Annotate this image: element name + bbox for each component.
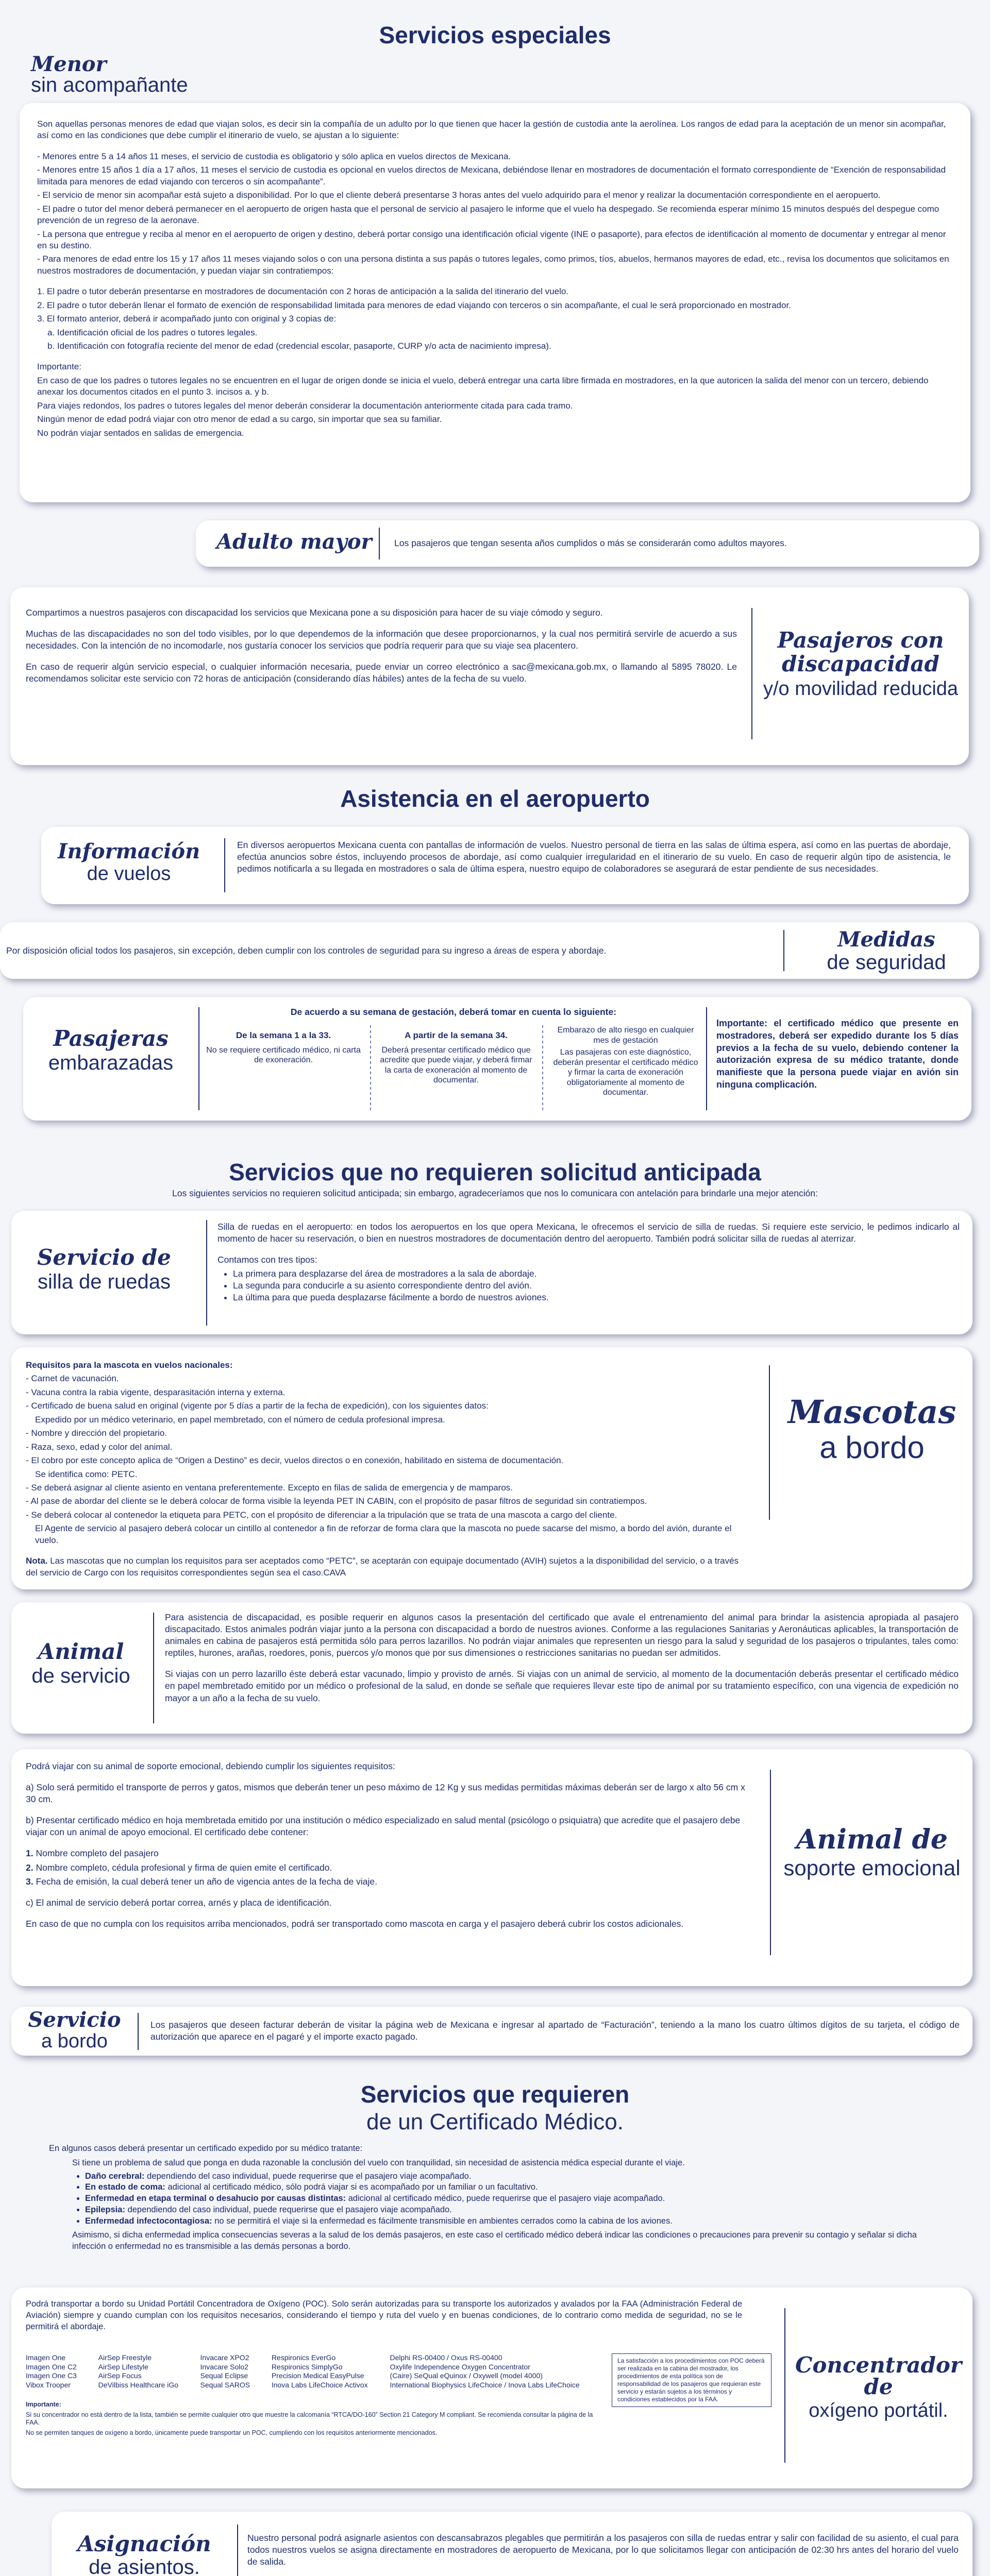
minor-rule: - El servicio de menor sin acompañar está sujeto a disponibilidad. Por lo que el cliente deberá presentarse 3 horas antes del vuelo adquirido para el menor y realizar la documentación correspondiente en el aeropuerto.: [37, 190, 881, 200]
pets-item: - Raza, sexo, edad y color del animal.: [26, 1442, 173, 1452]
oxygen-model: Imagen One C2: [26, 2362, 77, 2371]
security-label-script: Medidas: [837, 927, 935, 952]
pregnant-col-head: A partir de la semana 34.: [405, 1030, 508, 1040]
wheelchair-type: • La última para que pueda desplazarse fácilmente a bordo de nuestros aviones.: [233, 1292, 960, 1303]
cert-item-bold: Epilepsia:: [85, 2205, 125, 2214]
service-animal-text: Para asistencia de discapacidad, es posible requerir en algunos casos la presentación del certificado que avale el entrenamiento del animal para brindar la asistencia apropiada al pasajero discapacitado. Estos animales podrán viajar junto a la persona con discapacidad a bordo de nuestros aviones. Conforme a las regulaciones Sanitarias y Aeronáuticas aplicables, la transportación de animales en cabina de pasajeros está permitida sólo para perros lazarillos. No podrán viajar animales que representen un riesgo para la salud y seguridad de los pasajeros o tripulantes, tales como: reptiles, hurones, arañas, roedores, ponis, puercos y/o monos que por sus dimensiones o restricciones sanitarias no puedan ser admitidos.: [165, 1612, 959, 1658]
minor-intro: Son aquellas personas menores de edad que viajan solos, es decir sin la compañía de un adulto por lo que tienen que hacer la gestión de custodia ante la aerolínea. Los rangos de edad para la aceptación de un menor sin acompañar, así como en las condiciones que debe cumplir el itinerario de vuelo, se ajustan a lo siguiente:: [37, 119, 946, 141]
oxygen-model: Vibox Trooper: [26, 2380, 71, 2389]
pets-note-text: Las mascotas que no cumplan los requisitos para ser aceptados como “PETC”, se aceptarán con equipaje documentado (AVIH) sujetos a la disponibilidad del servicio, o a través del servicio de Cargo con los requisitos correspondientes según sea el caso.CAVA: [26, 1556, 739, 1578]
emotional-item: [26, 1848, 758, 1859]
security-label: [804, 929, 969, 973]
minor-important-label: Importante:: [37, 362, 81, 372]
no-request-intro: Los siguientes servicios no requieren solicitud anticipada; sin embargo, agradeceríamos que nos lo comunicara con antelación para brindarle una mejor atención:: [172, 1188, 818, 1198]
emotional-c: c) El animal de servicio deberá portar correa, arnés y placa de identificación.: [26, 1897, 332, 1908]
emotional-item: [26, 1876, 758, 1888]
pregnant-col: [379, 1030, 533, 1086]
minor-label: [31, 54, 188, 95]
cert-item: [85, 2205, 925, 2216]
flight-info-text: En diversos aeropuertos Mexicana cuenta con pantallas de información de vuelos. Nuestro personal de tierra en las salas de última espera, así como en las puertas de abordaje, efectúa anuncios sobre éstos, incluyendo procesos de abordaje, así como cualquier irregularidad en el itinerario de su vuelo. En caso de requerir algún tipo de asistencia, le pedimos notificarla a su llegada en mostradores o sala de última espera, nuestro equipo de colaboradores se asegurará de estar pendiente de sus necesidades.: [237, 840, 951, 874]
wheelchair-label: [16, 1247, 192, 1292]
oxygen-model: Imagen One: [26, 2353, 66, 2362]
pets-item: Se identifica como: PETC.: [35, 1469, 138, 1479]
pets-content: [26, 1360, 752, 1581]
oxygen-important-label: Importante:: [26, 2401, 61, 2408]
security-text: Por disposición oficial todos los pasajeros, sin excepción, deben cumplir con los controles de seguridad para su ingreso a áreas de espera y abordaje.: [6, 945, 607, 956]
airport-title: Asistencia en el aeropuerto: [340, 785, 650, 812]
cert-item-bold: Daño cerebral:: [85, 2171, 145, 2181]
seats-text: Nuestro personal podrá asignarle asientos con descansabrazos plegables que permitirán a los pasajeros con silla de ruedas entrar y salir con facilidad de su asiento, el cual para todos nuestros vuelos se asigna directamente en mostradores de aeropuerto de Mexicana, por lo que solicitamos llegar con anticipación de 02:30 hrs antes del horario del vuelo de salida.: [247, 2533, 959, 2567]
pregnant-col-head: Embarazo de alto riesgo en cualquier mes de gestación: [557, 1026, 694, 1045]
wheelchair-card: [11, 1211, 972, 1334]
pets-item: - El cobro por este concepto aplica de “Origen a Destino” es decir, vuelos directos o en conexión, habilitado en sistema de documentación.: [26, 1455, 564, 1466]
cert-intro: En algunos casos deberá presentar un certificado expedido por su médico tratante:: [49, 2144, 363, 2153]
cert-item-text: dependiendo del caso individual, puede requerirse que el pasajero viaje acompañado.: [144, 2171, 472, 2181]
cert-item: [85, 2182, 925, 2193]
service-animal-label-sub: de servicio: [31, 1665, 130, 1687]
disability-label: [758, 629, 964, 699]
pregnant-col: [550, 1025, 701, 1098]
dashed-divider: [370, 1025, 371, 1110]
onboard-service-text: Los pasajeros que deseen facturar deberán de visitar la página web de Mexicana e ingresar al apartado de “Facturación”, teniendo a la mano los cuatro últimos dígitos de su tarjeta, el código de autorización que aparece en el pagaré y el importe exacto pagado.: [150, 2020, 960, 2042]
minor-rule: - La persona que entregue y reciba al menor en el aeropuerto de origen y destino, deberá portar consigo una identificación oficial vigente (INE o pasaporte), para efectos de identificación al momento de documentar y entregar al menor en su destino.: [37, 229, 946, 250]
pregnant-columns: [206, 1025, 701, 1110]
oxygen-box: La satisfacción a los procedimientos con POC deberá ser realizada en la cabina del mostrador, los procedimientos de esta política son de responsabilidad de los pasajeros que requieran este servicio y estarán sujetos a los términos y condiciones establecidos por la FAA.: [612, 2353, 771, 2407]
wheelchair-label-sub: silla de ruedas: [38, 1270, 171, 1293]
disability-label-script: Pasajeros con discapacidad: [777, 628, 944, 677]
pets-item: El Agente de servicio al pasajero deberá colocar un cintillo al contenedor a fin de reforzar de forma clara que la mascota no puede sacarse del mismo, a bordo del avión, durante el vuelo.: [35, 1523, 732, 1545]
emotional-item-num: 1.: [26, 1848, 33, 1859]
oxygen-model: AirSep Lifestyle: [98, 2362, 148, 2371]
cert-item-bold: Enfermedad infectocontagiosa:: [85, 2216, 212, 2226]
divider: [770, 1770, 771, 1955]
wheelchair-content: [217, 1221, 960, 1304]
cert-title: Servicios que requieren: [360, 2081, 630, 2108]
pets-item: - Nombre y dirección del propietario.: [26, 1428, 167, 1438]
oxygen-model-row: [26, 2371, 603, 2381]
oxygen-important-text: No se permiten tanques de oxígeno a bordo, únicamente puede transportar un POC, cumpliendo con los requisitos anteriormente mencionados.: [26, 2429, 438, 2436]
cert-item-bold: En estado de coma:: [85, 2182, 165, 2192]
wheelchair-types-intro: Contamos con tres tipos:: [217, 1255, 317, 1265]
senior-text: Los pasajeros que tengan sesenta años cumplidos o más se considerarán como adultos mayores.: [394, 538, 787, 548]
flight-info-label: [52, 841, 206, 884]
special-services-title: Servicios especiales: [379, 22, 611, 48]
emotional-item: [26, 1862, 758, 1874]
pregnant-label: [28, 1028, 193, 1073]
disability-text: En caso de requerir algún servicio especial, o cualquier información necesaria, puede enviar un correo electrónico a sac@mexicana.gob.mx, o llamando al 5895 78020. Le recomendamos solicitar este servicio con 72 horas de anticipación (considerando días hábiles) antes de la fecha de su vuelo.: [26, 662, 737, 684]
emotional-d: En caso de que no cumpla con los requisitos arriba mencionados, podrá ser transportado como mascota en carga y el pasajero deberá cubrir los costos adicionales.: [26, 1918, 684, 1929]
oxygen-model: DeVilbiss Healthcare iGo: [98, 2380, 179, 2389]
oxygen-label-sub: oxígeno portátil.: [809, 2400, 948, 2421]
emotional-item-num: 3.: [26, 1876, 33, 1887]
disability-label-sub: y/o movilidad reducida: [763, 678, 959, 700]
oxygen-card: [11, 2287, 972, 2488]
wheelchair-type: • La primera para desplazarse del área de mostradores a la sala de abordaje.: [233, 1268, 960, 1280]
senior-label: Adulto mayor: [216, 530, 372, 554]
minor-important: En caso de que los padres o tutores legales no se encuentren en el lugar de origen donde se inicia el vuelo, deberá entregar una carta libre firmada en mostradores, en la que autoricen la salida del menor con un tercero, debiendo anexar los documentos citados en el punto 3. incisos a. y b.: [37, 375, 929, 397]
seats-label-sub: de asientos.: [89, 2556, 200, 2576]
security-card: [0, 922, 979, 979]
divider: [198, 1007, 199, 1110]
wheelchair-type: • La segunda para conducirle a su asiento correspondiente dentro del avión.: [233, 1280, 960, 1292]
cert-item: [85, 2193, 925, 2205]
pregnant-card: [23, 997, 971, 1121]
divider: [751, 608, 752, 739]
pets-item: - Se deberá colocar al contenedor la etiqueta para PETC, con el propósito de diferenciar a la tripulación que se trata de una mascota a cargo del cliente.: [26, 1510, 617, 1520]
oxygen-model-row: [26, 2363, 603, 2372]
emotional-content: [26, 1760, 758, 1932]
pets-head: Requisitos para la mascota en vuelos nacionales:: [26, 1360, 233, 1370]
minor-step: 2. El padre o tutor deberán llenar el formato de exención de responsabilidad limitada para menores de edad viajando con terceros o sin acompañante, el cual le será proporcionado en mostrador.: [37, 300, 791, 310]
emotional-label: [774, 1826, 970, 1879]
seats-label-script: Asignación: [77, 2531, 211, 2556]
oxygen-models: [26, 2353, 603, 2389]
service-animal-label: [19, 1641, 143, 1686]
pets-item: - Vacuna contra la rabia vigente, desparasitación interna y externa.: [26, 1387, 286, 1397]
emotional-item-text: Nombre completo del pasajero: [33, 1848, 159, 1859]
pets-item: - Certificado de buena salud en original (vigente por 5 días a partir de la fecha de expedición), con los siguientes datos:: [26, 1401, 489, 1411]
oxygen-model: Invacare Solo2: [200, 2362, 248, 2371]
divider: [783, 930, 784, 971]
oxygen-model: Inova Labs LifeChoice Activox: [271, 2380, 368, 2389]
pregnant-header: De acuerdo a su semana de gestación, deberá tomar en cuenta lo siguiente:: [290, 1007, 617, 1017]
cert-item: [85, 2171, 925, 2182]
pregnant-col-body: No se requiere certificado médico, ni carta de exoneración.: [206, 1045, 361, 1065]
minor-rule: - El padre o tutor del menor deberá permanecer en el aeropuerto de origen hasta que el personal de servicio al pasajero le informe que el vuelo ha despegado. Se recomienda esperar mínimo 15 minutos después del despegue como prevención de un regreso de la aeronave.: [37, 204, 939, 226]
pregnant-col-body: Las pasajeras con este diagnóstico, deberán presentar el certificado médico y firmar la carta de exoneración obligatoriamente al momento de documentar.: [553, 1048, 698, 1097]
minor-rule: - Menores entre 5 a 14 años 11 meses, el servicio de custodia es obligatorio y sólo aplica en vuelos directos de Mexicana.: [37, 151, 511, 161]
minor-card: [20, 103, 970, 502]
oxygen-text: Podrá transportar a bordo su Unidad Portátil Concentradora de Oxígeno (POC). Solo serán autorizadas para su transporte los autorizados y avalados por la FAA (Administración Federal de Aviación) siempre y cuando cumplan con los requisitos necesarios, considerando el tiempo y ruta del vuelo y en buenas condiciones, de lo contrario como medida de seguridad, no se le permitirá el abordaje.: [26, 2299, 742, 2331]
minor-content: [37, 118, 953, 441]
onboard-service-label: [19, 2010, 130, 2051]
seats-label: [62, 2533, 227, 2576]
divider: [206, 1220, 207, 1326]
oxygen-model: Sequal SAROS: [200, 2380, 250, 2389]
pets-label: [779, 1393, 965, 1465]
emotional-intro: Podrá viajar con su animal de soporte emocional, debiendo cumplir los siguientes requisitos:: [26, 1761, 395, 1771]
pregnant-label-script: Pasajeras: [53, 1026, 169, 1051]
onboard-service-label-script: Servicio: [28, 2008, 121, 2032]
pregnant-col: [206, 1030, 361, 1065]
pets-item: - Al pase de abordar del cliente se le deberá colocar de forma visible la leyenda PET IN CABIN, con el propósito de pasar filtros de seguridad sin contratiempos.: [26, 1496, 647, 1506]
oxygen-model: Delphi RS-00400 / Oxus RS-00400: [390, 2353, 502, 2362]
pregnant-label-sub: embarazadas: [48, 1052, 174, 1074]
oxygen-model: Invacare XPO2: [200, 2353, 249, 2362]
oxygen-model: Imagen One C3: [26, 2371, 77, 2380]
disability-card: [10, 587, 969, 765]
service-animal-card: [11, 1602, 972, 1734]
pets-item: - Carnet de vacunación.: [26, 1374, 119, 1384]
emotional-label-script: Animal de: [796, 1824, 948, 1855]
pregnant-col-head: De la semana 1 a la 33.: [236, 1030, 331, 1040]
minor-step: 3. El formato anterior, deberá ir acompañado junto con original y 3 copias de:: [37, 314, 337, 324]
pregnant-important: Importante: el certificado médico que presente en mostradores, deberá ser expedido durante los 5 días previos a la fecha de su vuelo, debiendo contener la autorización expresa de su médico tratante, donde manifieste que la persona puede viajar en avión sin ninguna complicación.: [716, 1018, 959, 1090]
oxygen-important: [26, 2401, 603, 2439]
divider: [153, 1613, 154, 1723]
pets-note: [26, 1555, 752, 1579]
minor-rule: - Menores entre 15 años 1 día a 17 años, 11 meses el servicio de custodia es opcional en vuelos directos de Mexicana, debiéndose llenar en mostradores de documentación el formato correspondiente de “Exención de responsabilidad limitada para menores de edad viajando con terceros o sin acompañante”.: [37, 165, 946, 187]
oxygen-model-row: [26, 2353, 603, 2363]
cert-items: [49, 2171, 925, 2227]
pets-card: [11, 1347, 972, 1589]
emotional-item-text: Nombre completo, cédula profesional y firma de quien emite el certificado.: [33, 1862, 332, 1873]
onboard-service-card: [11, 2007, 972, 2056]
service-animal-content: [165, 1612, 959, 1706]
divider: [224, 838, 225, 892]
pets-note-bold: Nota.: [26, 1556, 48, 1566]
divider: [237, 2524, 238, 2576]
oxygen-label-script: Concentrador de: [795, 2352, 962, 2399]
wheelchair-label-script: Servicio de: [37, 1245, 171, 1270]
flight-info-label-script: Información: [57, 839, 200, 863]
disability-text: Compartimos a nuestros pasajeros con discapacidad los servicios que Mexicana pone a su disposición para hacer de su viaje cómodo y seguro.: [26, 607, 603, 618]
pets-label-script: Mascotas: [787, 1393, 957, 1431]
cert-item-text: dependiendo del caso individual, puede requerirse que el pasajero viaje acompañado.: [125, 2205, 452, 2214]
divider: [769, 1365, 770, 1520]
oxygen-model: International Biophysics LifeChoice / Inova Labs LifeChoice: [390, 2380, 580, 2389]
oxygen-model: AirSep Freestyle: [98, 2353, 152, 2362]
minor-important: No podrán viajar sentados en salidas de emergencia.: [37, 428, 244, 438]
emotional-b: b) Presentar certificado médico en hoja membretada emitido por una institución o médico especializado en salud mental (psicólogo o psiquiatra) que acredite que el pasajero debe viajar con un animal de apoyo emocional. El certificado debe contener:: [26, 1815, 741, 1838]
pets-label-sub: a bordo: [819, 1430, 925, 1465]
cert-item-text: no se permitirá el viaje si la enfermedad es fácilmente transmisible en ambientes cerrados como la cabina de los aviones.: [212, 2216, 673, 2226]
wheelchair-types: [217, 1268, 960, 1303]
oxygen-model: AirSep Focus: [98, 2371, 142, 2380]
pets-item: Expedido por un médico veterinario, en papel membretado, con el número de cedula profesional impresa.: [35, 1414, 445, 1425]
oxygen-model: Oxylife Independence Oxygen Concentrator: [390, 2362, 530, 2371]
seats-card: [52, 2512, 972, 2576]
minor-step: 1. El padre o tutor deberán presentarse en mostradores de documentación con 2 horas de anticipación a la salida del itinerario del vuelo.: [37, 286, 569, 297]
no-request-title: Servicios que no requieren solicitud anticipada: [229, 1159, 761, 1185]
divider: [706, 1007, 707, 1110]
onboard-service-label-sub: a bordo: [41, 2030, 108, 2052]
oxygen-label: [787, 2354, 970, 2420]
oxygen-model: (Caire) SeQual eQuinox / Oxywell (model 4000): [390, 2371, 543, 2380]
emotional-label-sub: soporte emocional: [783, 1856, 961, 1880]
cert-note: Asimismo, si dicha enfermedad implica consecuencias severas a la salud de los demás pasajeros, en este caso el certificado médico deberá indicar las condiciones o precauciones para prevenir su contagio y señalar si dicha infección o enfermedad no es transmisible a las demás personas a bordo.: [72, 2230, 917, 2251]
emotional-item-num: 2.: [26, 1862, 33, 1873]
emotional-item-text: Fecha de emisión, la cual deberá tener un año de vigencia antes de la fecha de viaje.: [33, 1876, 377, 1887]
oxygen-model: Sequal Eclipse: [200, 2371, 248, 2380]
minor-important: Ningún menor de edad podrá viajar con otro menor de edad a su cargo, sin importar que sea su familiar.: [37, 414, 442, 425]
disability-text: Muchas de las discapacidades no son del todo visibles, por lo que dependemos de la información que desee proporcionarnos, y la cual nos permitirá servirle de acuerdo a sus necesidades. Con la intención de no incomodarle, nos gustaría conocer los servicios que podría requerir para que su viaje sea placentero.: [26, 629, 737, 651]
security-label-sub: de seguridad: [827, 951, 946, 974]
oxygen-model: Respironics SimplyGo: [271, 2362, 343, 2371]
senior-card: [196, 520, 979, 567]
emotional-card: [11, 1749, 972, 1986]
divider: [784, 2308, 785, 2463]
cert-content: [49, 2143, 925, 2255]
cert-subtitle: de un Certificado Médico.: [366, 2109, 624, 2134]
oxygen-important-text: Si su concentrador no está dentro de la lista, también se permite cualquier otro que muestre la calcomanía “RTCA/DO-160” Section 21 Category M compliant. Se recomienda consultar la página de la FAA.: [26, 2411, 593, 2427]
cert-item: [85, 2216, 925, 2227]
oxygen-model-row: [26, 2381, 603, 2390]
cert-item-bold: Enfermedad en etapa terminal o desahucio por causas distintas:: [85, 2194, 346, 2204]
flight-info-label-sub: de vuelos: [87, 863, 171, 885]
service-animal-text: Si viajas con un perro lazarillo éste deberá estar vacunado, limpio y provisto de arnés. Si viajas con un animal de servicio, al momento de la documentación deberás presentar el certificado médico en papel membretado emitido por un médico o profesional de la salud, en donde se señale que requieres llevar este tipo de animal por su tratamiento específico, con una vigencia de expedición no mayor a un año a la fecha de su vuelo.: [165, 1669, 959, 1703]
cert-intro2: Si tiene un problema de salud que ponga en duda razonable la conclusión del vuelo con tranquilidad, sin necesidad de asistencia médica especial durante el viaje.: [72, 2158, 685, 2167]
dashed-divider: [542, 1025, 543, 1110]
cert-item-text: adicional al certificado médico, puede requerirse que el pasajero viaje acompañado.: [346, 2194, 665, 2204]
oxygen-model: Respironics EverGo: [271, 2353, 336, 2362]
wheelchair-text: Silla de ruedas en el aeropuerto: en todos los aeropuertos en los que opera Mexicana, le ofrecemos el servicio de silla de ruedas. Si requiere este servicio, le pedimos indicarlo al momento de hacer su reservación, o bien en nuestros mostradores de documentación dentro del aeropuerto. También podrá solicitar silla de ruedas al aterrizar.: [217, 1222, 960, 1244]
oxygen-model: Precision Medical EasyPulse: [271, 2371, 364, 2380]
minor-step: a. Identificación oficial de los padres o tutores legales.: [47, 327, 258, 337]
minor-label-sub: sin acompañante: [31, 74, 188, 96]
emotional-a: a) Solo será permitido el transporte de perros y gatos, mismos que deberán tener un peso máximo de 12 Kg y sus medidas permitidas máximas deberán ser de largo x alto 56 cm x 30 cm.: [26, 1782, 745, 1805]
minor-label-script: Menor: [31, 52, 107, 76]
pets-item: - Se deberá asignar al cliente asiento en ventana preferentemente. Excepto en filas de salida de emergencia y de mamparos.: [26, 1482, 513, 1493]
minor-step: b. Identificación con fotografía reciente del menor de edad (credencial escolar, pasaporte, CURP y/o acta de nacimiento impresa).: [47, 341, 551, 351]
divider: [138, 2013, 139, 2050]
pregnant-col-body: Deberá presentar certificado médico que acredite que puede viajar, y deberá firmar la carta de exoneración al momento de documentar.: [380, 1045, 532, 1085]
minor-important: Para viajes redondos, los padres o tutores legales del menor deberán considerar la documentación anteriormente citada para cada tramo.: [37, 400, 573, 411]
service-animal-label-script: Animal: [38, 1639, 124, 1664]
divider: [379, 528, 380, 560]
flight-info-card: [41, 827, 969, 904]
minor-rule: - Para menores de edad entre los 15 y 17 años 11 meses viajando solos o con una persona distinta a sus papás o tutores legales, como primos, tíos, abuelos, hermanos mayores de edad, etc., revisa los documentos que solicitamos en nuestros mostradores de documentación, y puedan viajar sin contratiempos:: [37, 254, 949, 276]
disability-content: [26, 607, 737, 687]
cert-item-text: adicional al certificado médico, sólo podrá viajar si es acompañado por un familiar o un facultativo.: [165, 2182, 538, 2192]
